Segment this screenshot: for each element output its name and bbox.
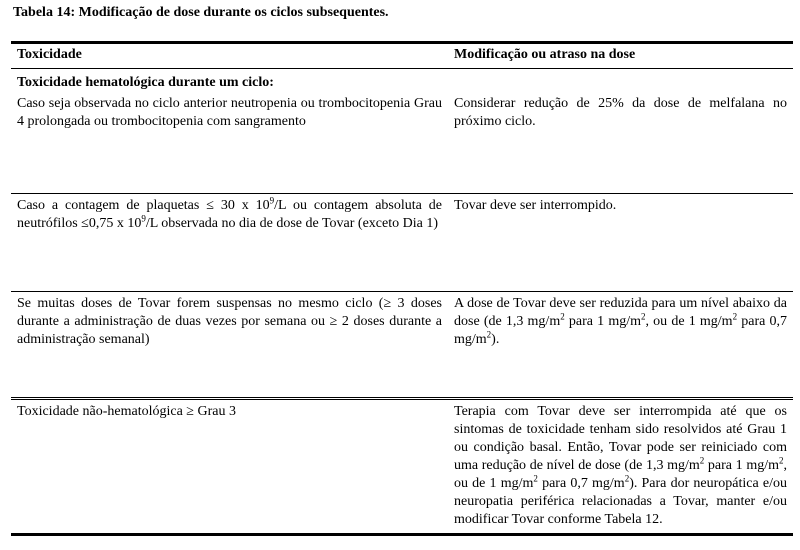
toxicity-cell: Caso a contagem de plaquetas ≤ 30 x $10^9/L$ ou contagem absoluta de neutrófilos ≤0,75 x $10^9/L$ observada no dia de dose de Tovar (exceto Dia 1) — [17, 195, 442, 231]
modification-cell: Considerar redução de 25% da dose de melfalana no próximo ciclo. — [454, 96, 787, 129]
toxicity-cell: Toxicidade não-hematológica ≥ Grau 3 — [17, 404, 236, 419]
toxicity-cell: Caso seja observada no ciclo anterior neutropenia ou trombocitopenia Grau 4 prolongada ou trombocitopenia com sangramento — [17, 96, 442, 129]
header-toxicity: Toxicidade — [17, 47, 82, 62]
table-row — [11, 92, 793, 193]
modification-cell: Tovar deve ser interrompido. — [454, 198, 617, 213]
table-row — [11, 397, 793, 533]
modification-cell: Terapia com Tovar deve ser interrompida até que os sintomas de toxicidade tenham sido resolvidos até Grau 1 ou condição basal. Então, Tovar pode ser reiniciado com uma redução de nível de dose (de 1,3 $mg/m^2$ para 1 $mg/m^2$, ou de 1 $mg/m^2$ para 0,7 $mg/m^2$). Para dor neuropática e/ou neuropatia periférica relacionadas a Tovar, manter e/ou modificar Tovar conforme Tabela 12. — [454, 404, 787, 527]
modification-cell: A dose de Tovar deve ser reduzida para um nível abaixo da dose (de 1,3 $mg/m^2$ para 1 $mg/m^2$, ou de 1 $mg/m^2$ para 0,7 $mg/m^2$). — [454, 296, 787, 347]
table-row — [11, 291, 793, 397]
table-caption: Tabela 14: Modificação de dose durante os ciclos subsequentes. — [13, 5, 389, 20]
toxicity-cell: Se muitas doses de Tovar forem suspensas no mesmo ciclo (≥ 3 doses durante a administração de duas vezes por semana ou ≥ 2 doses durante a administração semanal) — [17, 296, 442, 347]
section-heading: Toxicidade hematológica durante um ciclo: — [17, 75, 274, 90]
dose-modification-table — [11, 41, 793, 536]
table-row — [11, 193, 793, 291]
header-modification: Modificação ou atraso na dose — [454, 47, 636, 62]
table-header-row — [11, 44, 793, 69]
